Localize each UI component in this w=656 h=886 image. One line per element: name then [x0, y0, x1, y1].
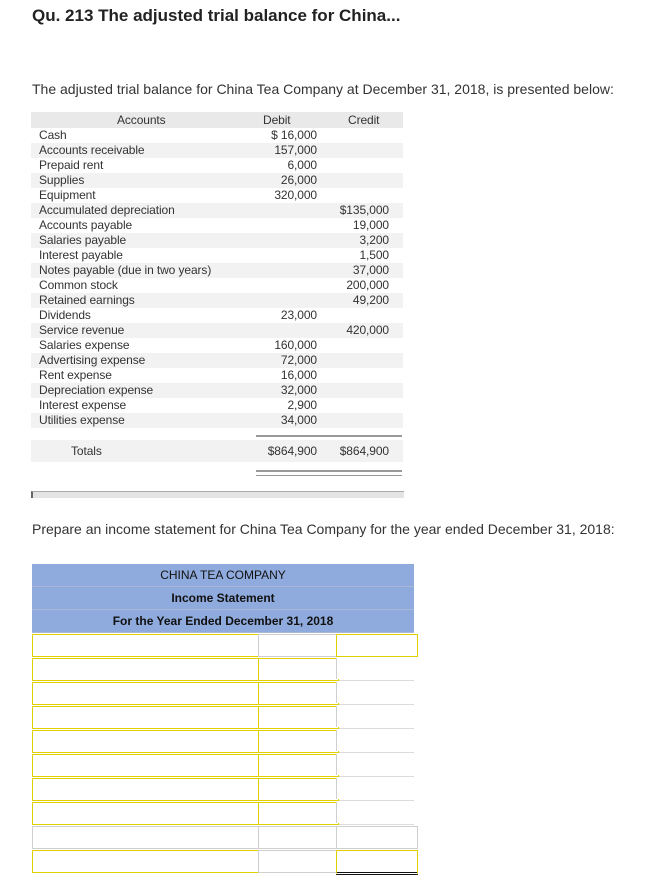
credit-amount: 49,200	[352, 293, 389, 307]
amount-input[interactable]	[258, 802, 339, 825]
account-select[interactable]	[32, 826, 262, 849]
debit-amount: 6,000	[287, 158, 317, 172]
account-name: Notes payable (due in two years)	[39, 263, 212, 277]
account-name: Advertising expense	[39, 353, 146, 367]
trial-balance-row	[31, 308, 403, 323]
debit-amount: 34,000	[280, 413, 317, 427]
total-input[interactable]	[336, 802, 417, 823]
trial-balance-row	[31, 143, 403, 158]
account-name: Utilities expense	[39, 413, 125, 427]
totals-row	[31, 440, 403, 462]
statement-row	[32, 681, 414, 705]
account-select[interactable]	[32, 682, 262, 705]
prepare-text: Prepare an income statement for China Tea Company for the year ended December 31, 2018:	[32, 521, 615, 537]
account-name: Accounts payable	[39, 218, 133, 232]
statement-row	[32, 777, 414, 801]
credit-amount: 37,000	[352, 263, 389, 277]
credit-amount: $135,000	[339, 203, 389, 217]
account-name: Retained earnings	[39, 293, 135, 307]
trial-balance-header	[31, 112, 403, 128]
debit-header: Debit	[263, 113, 291, 127]
account-select[interactable]	[32, 850, 262, 873]
account-select[interactable]	[32, 802, 262, 825]
debit-amount: $ 16,000	[271, 128, 317, 142]
credit-amount: 3,200	[359, 233, 389, 247]
amount-input[interactable]	[258, 730, 339, 753]
account-name: Prepaid rent	[39, 158, 104, 172]
statement-period: For the Year Ended December 31, 2018	[32, 610, 414, 633]
trial-balance-row	[31, 188, 403, 203]
question-title: Qu. 213 The adjusted trial balance for China...	[32, 6, 401, 25]
total-input[interactable]	[336, 778, 417, 799]
trial-balance-row	[31, 293, 403, 308]
trial-balance-row	[31, 128, 403, 143]
debit-amount: 32,000	[280, 383, 317, 397]
total-input[interactable]	[336, 754, 417, 775]
amount-input[interactable]	[258, 634, 339, 657]
account-select[interactable]	[32, 754, 262, 777]
account-name: Service revenue	[39, 323, 125, 337]
scroll-bar[interactable]	[31, 491, 404, 498]
credit-amount: 1,500	[359, 248, 389, 262]
debit-amount: 16,000	[280, 368, 317, 382]
trial-balance-row	[31, 323, 403, 338]
statement-row	[32, 825, 414, 849]
trial-balance-row	[31, 413, 403, 428]
trial-balance-row	[31, 218, 403, 233]
income-statement-rows	[32, 633, 414, 873]
account-select[interactable]	[32, 634, 262, 657]
account-name: Salaries expense	[39, 338, 130, 352]
trial-balance-row	[31, 383, 403, 398]
total-input[interactable]	[336, 658, 417, 679]
amount-input[interactable]	[258, 826, 339, 849]
trial-balance-row	[31, 233, 403, 248]
total-input[interactable]	[336, 706, 417, 727]
totals-top-rule	[256, 435, 402, 437]
statement-row	[32, 657, 414, 681]
statement-row	[32, 633, 414, 657]
account-select[interactable]	[32, 706, 262, 729]
debit-amount: 72,000	[280, 353, 317, 367]
trial-balance-row	[31, 278, 403, 293]
statement-row	[32, 753, 414, 777]
trial-balance-row	[31, 353, 403, 368]
account-name: Supplies	[39, 173, 85, 187]
amount-input[interactable]	[258, 850, 339, 873]
account-name: Equipment	[39, 188, 96, 202]
amount-input[interactable]	[258, 682, 339, 705]
account-name: Salaries payable	[39, 233, 127, 247]
totals-double-rule-2	[256, 475, 402, 476]
account-name: Interest expense	[39, 398, 127, 412]
amount-input[interactable]	[258, 754, 339, 777]
account-name: Cash	[39, 128, 67, 142]
accounts-header: Accounts	[117, 113, 166, 127]
account-name: Interest payable	[39, 248, 123, 262]
trial-balance-row	[31, 248, 403, 263]
account-name: Rent expense	[39, 368, 112, 382]
trial-balance-row	[31, 263, 403, 278]
totals-debit: $864,900	[267, 444, 317, 458]
total-input[interactable]	[336, 850, 418, 875]
total-input[interactable]	[336, 826, 418, 849]
total-input[interactable]	[336, 634, 418, 657]
credit-amount: 19,000	[352, 218, 389, 232]
trial-balance-row	[31, 203, 403, 218]
account-name: Depreciation expense	[39, 383, 154, 397]
totals-credit: $864,900	[339, 444, 389, 458]
debit-amount: 160,000	[274, 338, 317, 352]
account-name: Dividends	[39, 308, 91, 322]
statement-title: Income Statement	[32, 587, 414, 610]
account-select[interactable]	[32, 658, 262, 681]
account-name: Accounts receivable	[39, 143, 145, 157]
credit-header: Credit	[348, 113, 380, 127]
debit-amount: 157,000	[274, 143, 317, 157]
account-name: Common stock	[39, 278, 118, 292]
debit-amount: 2,900	[287, 398, 317, 412]
statement-row	[32, 849, 414, 873]
account-name: Accumulated depreciation	[39, 203, 175, 217]
credit-amount: 420,000	[346, 323, 389, 337]
income-statement-form	[32, 564, 414, 873]
trial-balance-row	[31, 173, 403, 188]
debit-amount: 320,000	[274, 188, 317, 202]
account-select[interactable]	[32, 778, 262, 801]
company-name: CHINA TEA COMPANY	[32, 564, 414, 587]
trial-balance-row	[31, 338, 403, 353]
trial-balance-row	[31, 398, 403, 413]
amount-input[interactable]	[258, 778, 339, 801]
totals-double-rule	[256, 470, 402, 472]
amount-input[interactable]	[258, 658, 339, 681]
trial-balance-table	[31, 112, 403, 458]
statement-row	[32, 801, 414, 825]
trial-balance-row	[31, 158, 403, 173]
credit-amount: 200,000	[346, 278, 389, 292]
total-input[interactable]	[336, 730, 417, 751]
statement-row	[32, 705, 414, 729]
trial-balance-row	[31, 368, 403, 383]
total-input[interactable]	[336, 682, 417, 703]
debit-amount: 26,000	[280, 173, 317, 187]
statement-row	[32, 729, 414, 753]
debit-amount: 23,000	[280, 308, 317, 322]
totals-label: Totals	[71, 444, 102, 458]
account-select[interactable]	[32, 730, 262, 753]
amount-input[interactable]	[258, 706, 339, 729]
intro-text: The adjusted trial balance for China Tea Company at December 31, 2018, is presented below:	[32, 81, 614, 97]
